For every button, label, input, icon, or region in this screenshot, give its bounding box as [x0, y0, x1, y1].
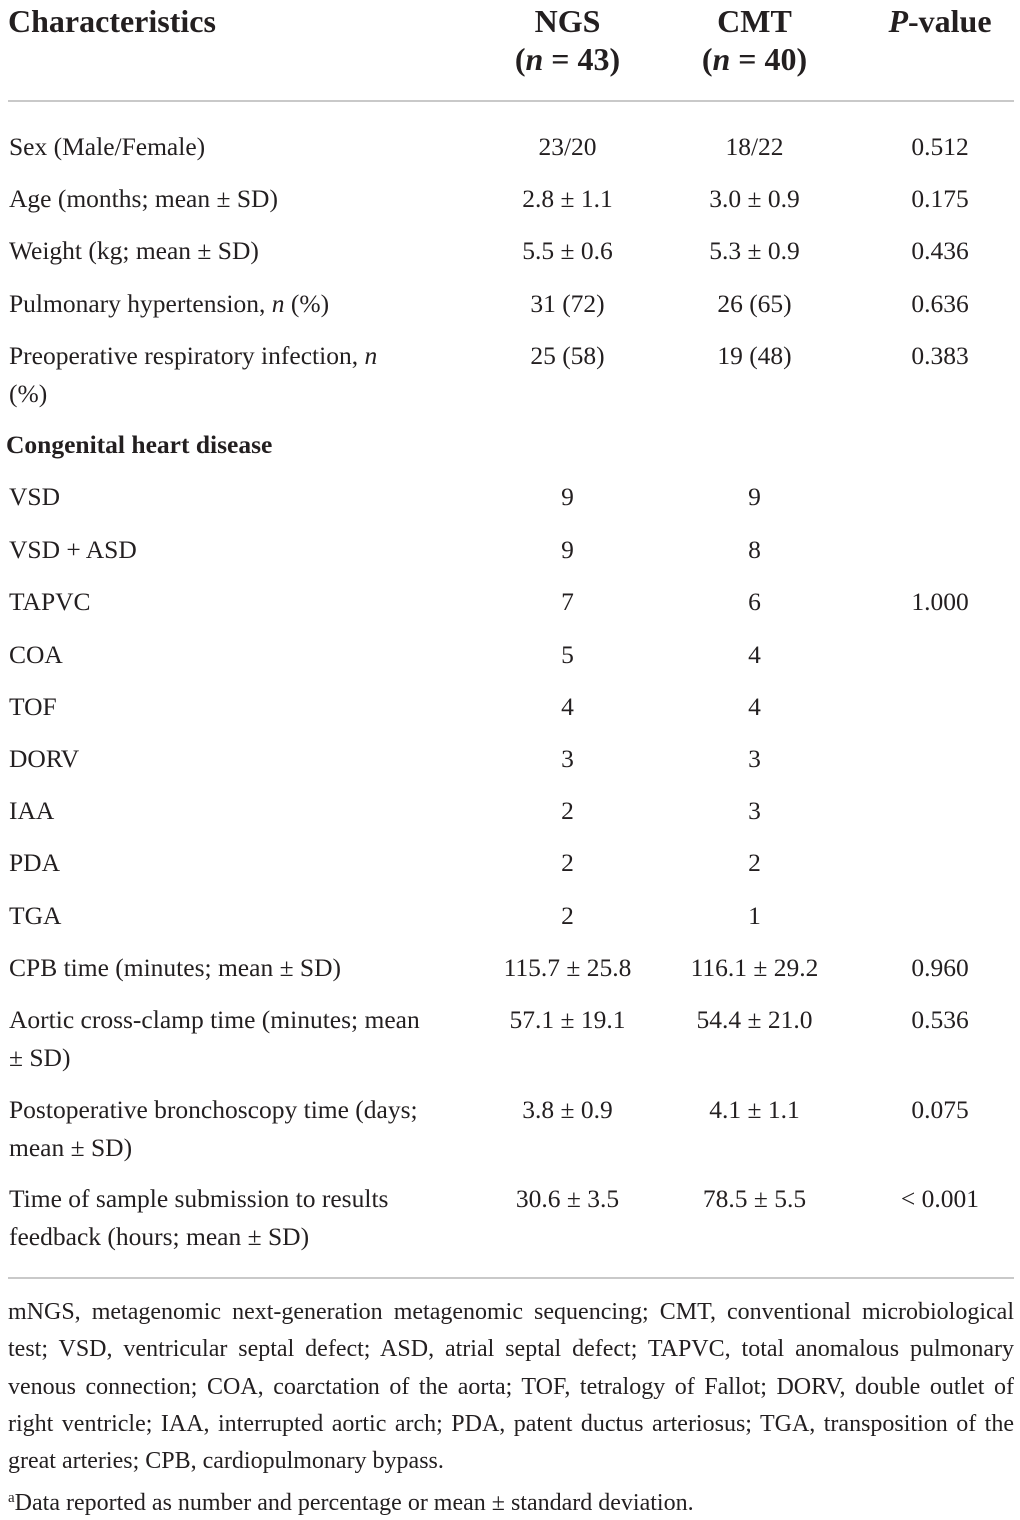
row-label: Preoperative respiratory infection, n (%)	[9, 341, 378, 408]
ngs-value: 2.8 ± 1.1	[522, 184, 613, 213]
cmt-value: 1	[748, 901, 761, 930]
cmt-value: 78.5 ± 5.5	[702, 1184, 807, 1213]
ngs-value: 9	[561, 482, 574, 511]
header-ngs-name: NGS	[534, 3, 601, 39]
row-label: Postoperative bronchoscopy time (days; mean ± SD)	[9, 1095, 418, 1162]
ngs-value: 5	[561, 640, 574, 669]
ngs-value: 115.7 ± 25.8	[503, 953, 632, 982]
ngs-value: 31 (72)	[530, 289, 605, 318]
section-heading: Congenital heart disease	[6, 430, 273, 459]
row-label: IAA	[9, 796, 55, 825]
cmt-value: 26 (65)	[717, 289, 792, 318]
note-marker: a	[8, 1490, 15, 1506]
header-p-value: P-value	[888, 3, 992, 39]
p-value: 0.960	[911, 953, 969, 982]
p-value: 0.075	[911, 1095, 969, 1124]
header-characteristics: Characteristics	[8, 3, 216, 39]
header-cmt	[657, 2, 852, 78]
ngs-value: 7	[561, 587, 574, 616]
header-cmt-n: (n = 40)	[701, 41, 808, 77]
note-text: Data reported as number and percentage or mean ± standard deviation.	[14, 1490, 694, 1516]
row-label: PDA	[9, 848, 61, 877]
cmt-value: 19 (48)	[717, 341, 792, 370]
cmt-value: 6	[748, 587, 761, 616]
ngs-value: 57.1 ± 19.1	[509, 1005, 626, 1034]
cmt-value: 3	[748, 796, 761, 825]
ngs-value: 3	[561, 744, 574, 773]
cmt-value: 18/22	[725, 132, 784, 161]
row-label: Aortic cross-clamp time (minutes; mean ± SD)	[9, 1005, 420, 1072]
ngs-value: 30.6 ± 3.5	[515, 1184, 620, 1213]
ngs-value: 9	[561, 535, 574, 564]
ngs-value: 2	[561, 796, 574, 825]
ngs-value: 2	[561, 848, 574, 877]
row-label: Weight (kg; mean ± SD)	[9, 236, 259, 265]
p-value: 0.383	[911, 341, 969, 370]
p-value: 0.636	[911, 289, 969, 318]
row-label: CPB time (minutes; mean ± SD)	[9, 953, 342, 982]
cmt-value: 4.1 ± 1.1	[709, 1095, 800, 1124]
row-label: COA	[9, 640, 63, 669]
cmt-value: 3.0 ± 0.9	[709, 184, 800, 213]
ngs-value: 3.8 ± 0.9	[522, 1095, 613, 1124]
cmt-value: 4	[748, 692, 761, 721]
row-label: Time of sample submission to results feedback (hours; mean ± SD)	[9, 1184, 389, 1251]
header-ngs-n: (n = 43)	[514, 41, 621, 77]
row-label: Age (months; mean ± SD)	[9, 184, 278, 213]
cmt-value: 5.3 ± 0.9	[709, 236, 800, 265]
ngs-value: 5.5 ± 0.6	[522, 236, 613, 265]
abbreviations-footnote: mNGS, metagenomic next-generation metagenomic sequencing; CMT, conventional microbiological test; VSD, ventricular septal defect; ASD, atrial septal defect; TAPVC, total anomalous pulmonary venous connection; COA, coarctation of the aorta; TOF, tetralogy of Fallot; DORV, double outlet of right ventricle; IAA, interrupted aortic arch; PDA, patent ductus arteriosus; TGA, transposition of the great arteries; CPB, cardiopulmonary bypass.	[8, 1299, 1014, 1475]
row-label: VSD	[9, 482, 61, 511]
cmt-value: 4	[748, 640, 761, 669]
row-label: Pulmonary hypertension, n (%)	[9, 289, 330, 318]
ngs-value: 25 (58)	[530, 341, 605, 370]
ngs-value: 23/20	[538, 132, 597, 161]
cmt-value: 3	[748, 744, 761, 773]
footer-rule	[8, 1277, 1014, 1279]
cmt-value: 2	[748, 848, 761, 877]
data-note	[8, 1481, 694, 1520]
p-value: 0.436	[911, 236, 969, 265]
cmt-value: 54.4 ± 21.0	[696, 1005, 813, 1034]
p-value: 0.512	[911, 132, 969, 161]
header-rule	[8, 100, 1014, 102]
p-value: 1.000	[911, 587, 969, 616]
cmt-value: 116.1 ± 29.2	[690, 953, 819, 982]
cmt-value: 9	[748, 482, 761, 511]
row-label: TOF	[9, 692, 57, 721]
ngs-value: 2	[561, 901, 574, 930]
cmt-value: 8	[748, 535, 761, 564]
row-label: DORV	[9, 744, 80, 773]
p-value: 0.536	[911, 1005, 969, 1034]
header-cmt-name: CMT	[717, 3, 792, 39]
p-value: < 0.001	[900, 1184, 980, 1213]
p-value: 0.175	[911, 184, 969, 213]
row-label: TAPVC	[9, 587, 91, 616]
row-label: Sex (Male/Female)	[9, 132, 206, 161]
ngs-value: 4	[561, 692, 574, 721]
row-label: VSD + ASD	[9, 535, 137, 564]
row-label: TGA	[9, 901, 62, 930]
header-ngs	[470, 2, 665, 78]
